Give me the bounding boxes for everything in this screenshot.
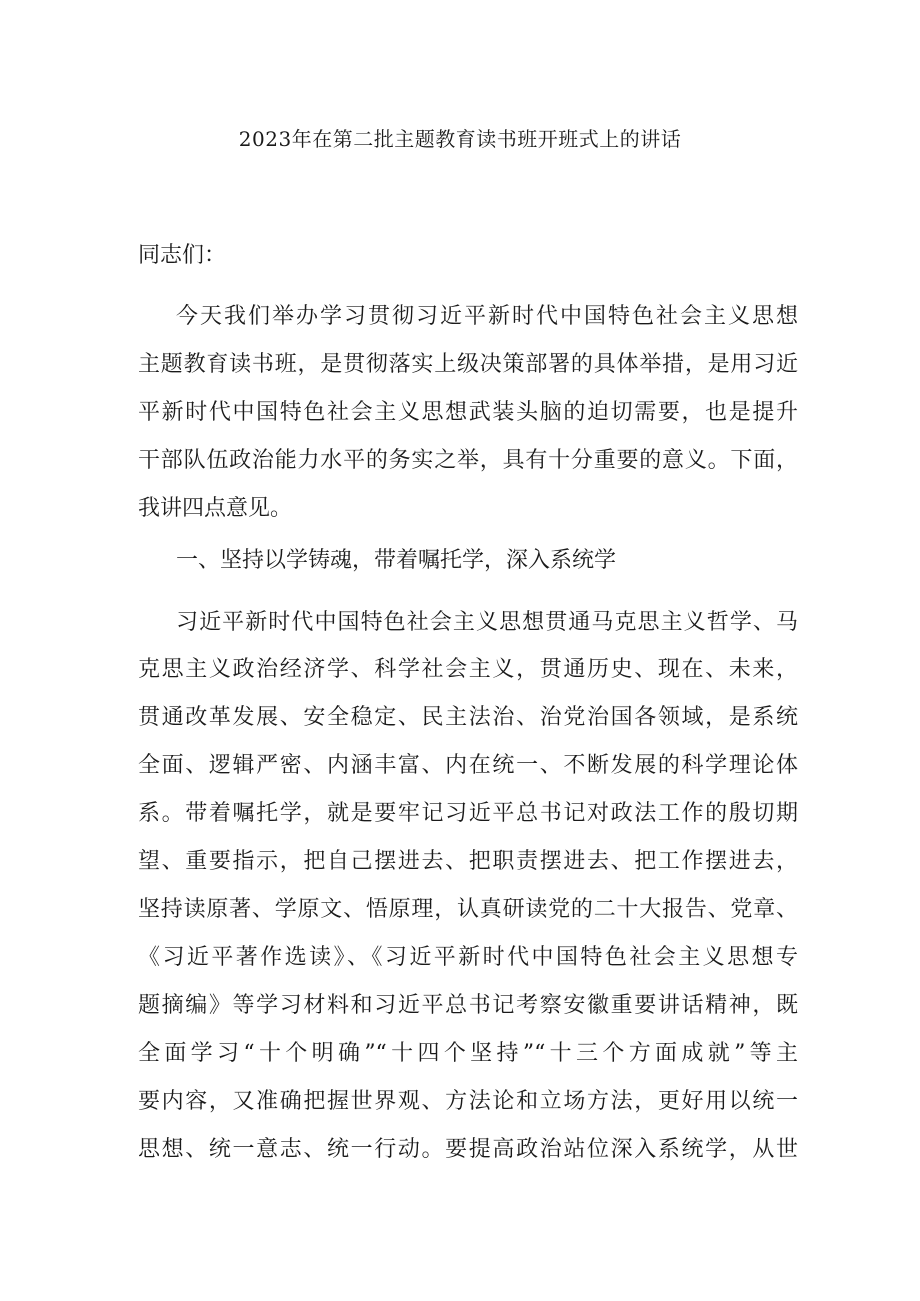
paragraph-line: 习近平新时代中国特色社会主义思想贯通马克思主义哲学、马 (176, 610, 798, 635)
paragraph-line: 平新时代中国特色社会主义思想武装头脑的迫切需要，也是提升 (138, 400, 798, 425)
paragraph-line: 《习近平著作选读》、《习近平新时代中国特色社会主义思想专 (138, 945, 798, 970)
paragraph-line: 望、重要指示，把自己摆进去、把职责摆进去、把工作摆进去， (138, 849, 798, 874)
paragraph-line: 坚持读原著、学原文、悟原理，认真研读党的二十大报告、党章、 (138, 897, 798, 922)
paragraph-line: 主题教育读书班，是贯彻落实上级决策部署的具体举措，是用习近 (138, 352, 798, 377)
document-title: 2023年在第二批主题教育读书班开班式上的讲话 (238, 127, 682, 151)
paragraph-line: 克思主义政治经济学、科学社会主义，贯通历史、现在、未来， (138, 657, 798, 682)
paragraph-line: 要内容，又准确把握世界观、方法论和立场方法，更好用以统一 (138, 1089, 798, 1114)
paragraph-line: 全面学习“十个明确”“十四个坚持”“十三个方面成就”等主 (138, 1041, 798, 1066)
paragraph-line: 今天我们举办学习贯彻习近平新时代中国特色社会主义思想 (176, 304, 798, 329)
paragraph-line: 系。带着嘱托学，就是要牢记习近平总书记对政法工作的殷切期 (138, 801, 798, 826)
paragraph-line: 干部队伍政治能力水平的务实之举，具有十分重要的意义。下面， (138, 448, 798, 473)
paragraph-line: 贯通改革发展、安全稳定、民主法治、治党治国各领域，是系统 (138, 705, 798, 730)
paragraph-line: 我讲四点意见。 (138, 496, 293, 521)
section-heading: 一、坚持以学铸魂，带着嘱托学，深入系统学 (176, 548, 617, 573)
salutation: 同志们： (138, 243, 227, 268)
paragraph-line: 题摘编》等学习材料和习近平总书记考察安徽重要讲话精神，既 (138, 993, 798, 1018)
paragraph-line: 思想、统一意志、统一行动。要提高政治站位深入系统学，从世 (138, 1137, 798, 1162)
paragraph-line: 全面、逻辑严密、内涵丰富、内在统一、不断发展的科学理论体 (138, 753, 798, 778)
